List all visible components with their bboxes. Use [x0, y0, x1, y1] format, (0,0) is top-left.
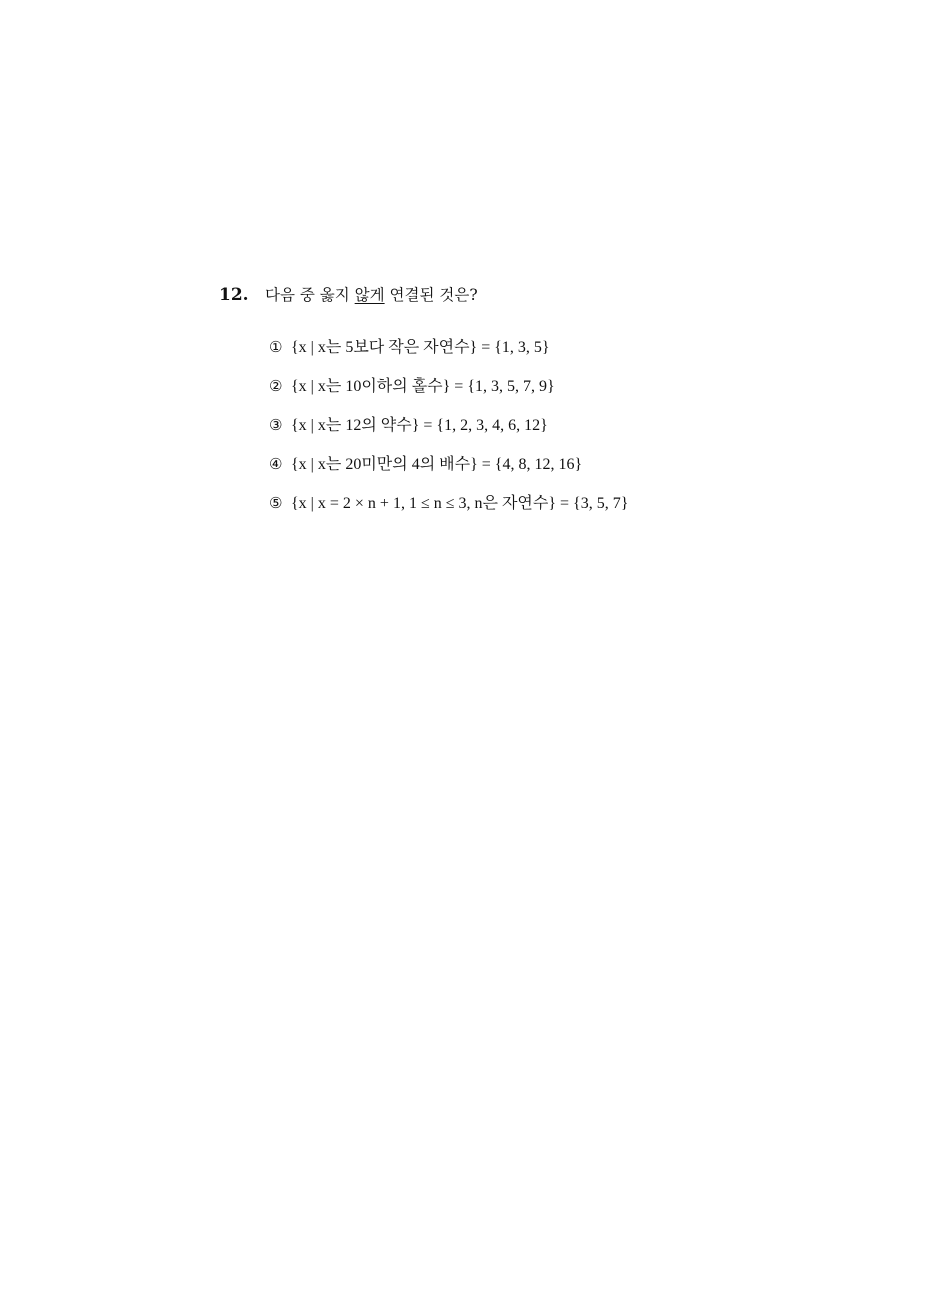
- choice-mark: ②: [269, 377, 283, 395]
- choice-5[interactable]: [269, 490, 628, 529]
- choice-2[interactable]: [269, 373, 628, 412]
- choice-4[interactable]: [269, 451, 628, 490]
- question-stem-before: 다음 중 옳지: [265, 286, 355, 304]
- choice-1[interactable]: [269, 334, 628, 373]
- choice-mark: ③: [269, 416, 283, 434]
- choice-mark: ⑤: [269, 494, 283, 512]
- question-header: [219, 283, 859, 309]
- choice-text: {x | x는 10이하의 홀수} = {1, 3, 5, 7, 9}: [291, 378, 555, 395]
- choice-mark: ④: [269, 455, 283, 473]
- question-block: [219, 283, 859, 512]
- choice-list: [269, 334, 628, 529]
- choice-text: {x | x는 12의 약수} = {1, 2, 3, 4, 6, 12}: [291, 417, 548, 434]
- choice-text: {x | x는 5보다 작은 자연수} = {1, 3, 5}: [291, 339, 550, 356]
- question-number: 12.: [219, 285, 249, 305]
- choice-mark: ①: [269, 338, 283, 356]
- question-stem-emphasis: 않게: [354, 286, 385, 304]
- choice-3[interactable]: [269, 412, 628, 451]
- choice-text: {x | x = 2 × n + 1, 1 ≤ n ≤ 3, n은 자연수} = {3, 5, 7}: [291, 495, 629, 512]
- question-stem-after: 연결된 것은?: [384, 286, 478, 304]
- question-stem: [265, 283, 478, 305]
- choice-text: {x | x는 20미만의 4의 배수} = {4, 8, 12, 16}: [291, 456, 583, 473]
